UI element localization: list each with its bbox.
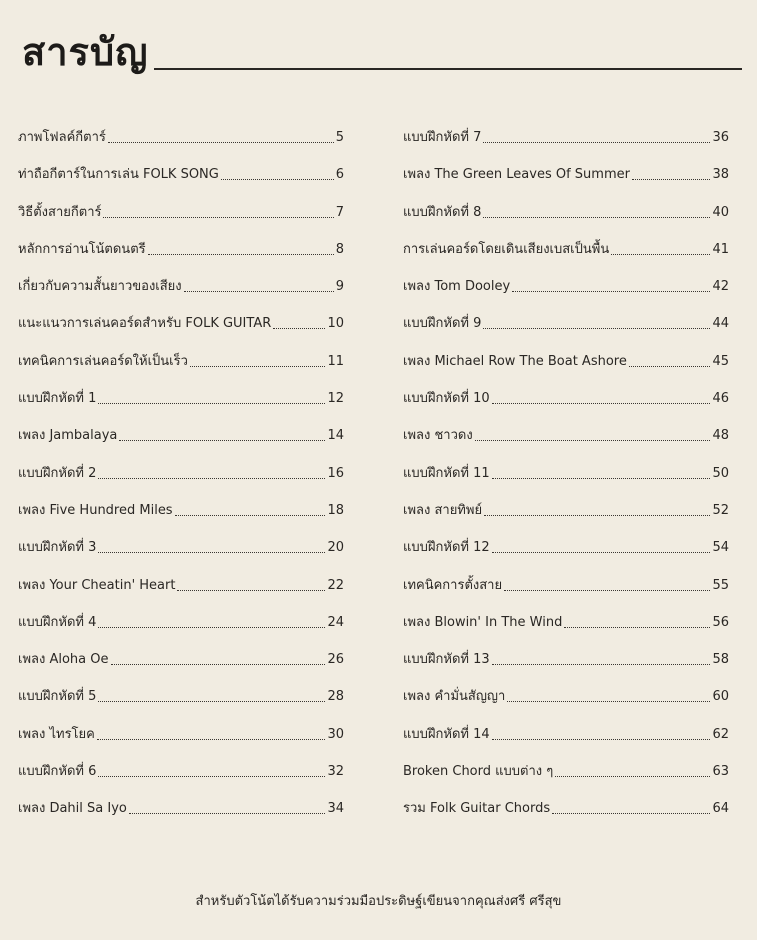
toc-entry-page: 28	[327, 689, 344, 705]
dot-leader	[190, 366, 326, 367]
dot-leader	[483, 328, 710, 329]
toc-entry-page: 56	[712, 614, 729, 630]
toc-entry	[403, 128, 729, 146]
dot-leader	[103, 217, 333, 218]
toc-entry	[403, 762, 729, 780]
dot-leader	[108, 142, 334, 143]
dot-leader	[177, 590, 325, 591]
toc-entry	[18, 426, 344, 444]
toc-entry	[403, 687, 729, 705]
toc-entry	[18, 762, 344, 780]
toc-entry-label: แนะแนวการเล่นคอร์ดสำหรับ FOLK GUITAR	[18, 316, 272, 332]
dot-leader	[492, 664, 711, 665]
dot-leader	[611, 254, 710, 255]
toc-entry-page: 63	[712, 764, 729, 780]
toc-entry	[403, 650, 729, 668]
toc-entry	[18, 389, 344, 407]
toc-entry-page: 46	[712, 391, 729, 407]
toc-entry	[18, 128, 344, 146]
page-title: สารบัญ	[22, 30, 149, 74]
dot-leader	[98, 776, 325, 777]
toc-entry-page: 34	[327, 801, 344, 817]
toc-entry-page: 8	[335, 241, 344, 257]
dot-leader	[492, 552, 711, 553]
dot-leader	[98, 627, 325, 628]
toc-entry-page: 62	[712, 726, 729, 742]
toc-entry	[403, 538, 729, 556]
toc-entry	[403, 389, 729, 407]
toc-entry-page: 30	[327, 726, 344, 742]
dot-leader	[555, 776, 710, 777]
toc-entry	[18, 576, 344, 594]
toc-entry-label: แบบฝึกหัดที่ 3	[18, 540, 97, 556]
dot-leader	[273, 328, 325, 329]
toc-entry-label: แบบฝึกหัดที่ 8	[403, 204, 482, 220]
toc-entry	[18, 277, 344, 295]
toc-entry-label: เทคนิคการเล่นคอร์ดให้เป็นเร็ว	[18, 353, 188, 369]
toc-entry-page: 40	[712, 204, 729, 220]
dot-leader	[507, 701, 710, 702]
toc-entry-page: 60	[712, 689, 729, 705]
toc-entry-page: 10	[327, 316, 344, 332]
toc-entry	[18, 687, 344, 705]
toc-entry	[18, 203, 344, 221]
toc-entry-page: 20	[327, 540, 344, 556]
toc-entry-page: 50	[712, 465, 729, 481]
toc-entry-page: 16	[327, 465, 344, 481]
toc-entry-label: เกี่ยวกับความสั้นยาวของเสียง	[18, 279, 182, 295]
toc-entry-label: แบบฝึกหัดที่ 6	[18, 764, 97, 780]
toc-entry-label: แบบฝึกหัดที่ 1	[18, 391, 97, 407]
toc-entry	[18, 613, 344, 631]
dot-leader	[629, 366, 711, 367]
toc-entry	[18, 352, 344, 370]
toc-entry-label: เทคนิคการตั้งสาย	[403, 577, 503, 593]
toc-entry-page: 48	[712, 428, 729, 444]
toc-entry-label: แบบฝึกหัดที่ 9	[403, 316, 482, 332]
dot-leader	[552, 813, 710, 814]
dot-leader	[98, 552, 325, 553]
dot-leader	[504, 590, 710, 591]
toc-entry	[403, 277, 729, 295]
toc-entry-label: แบบฝึกหัดที่ 4	[18, 614, 97, 630]
toc-entry-label: เพลง Michael Row The Boat Ashore	[403, 353, 627, 369]
toc-entry-label: แบบฝึกหัดที่ 11	[403, 465, 490, 481]
toc-entry-label: เพลง Dahil Sa Iyo	[18, 801, 127, 817]
toc-entry-label: เพลง Your Cheatin' Heart	[18, 577, 176, 593]
toc-entry-page: 9	[335, 279, 344, 295]
toc-entry-page: 14	[327, 428, 344, 444]
toc-entry-page: 64	[712, 801, 729, 817]
dot-leader	[564, 627, 710, 628]
toc-entry-page: 6	[335, 167, 344, 183]
toc-entry-page: 58	[712, 652, 729, 668]
dot-leader	[492, 478, 711, 479]
dot-leader	[632, 179, 711, 180]
dot-leader	[484, 515, 710, 516]
toc-entry-page: 38	[712, 167, 729, 183]
toc-entry-label: ภาพโฟลค์กีตาร์	[18, 130, 106, 145]
toc-entry-page: 52	[712, 502, 729, 518]
toc-entry-page: 36	[712, 130, 729, 145]
toc-entry	[403, 576, 729, 594]
toc-entry	[18, 501, 344, 519]
dot-leader	[492, 739, 711, 740]
toc-entry	[403, 613, 729, 631]
toc-entry-page: 41	[712, 241, 729, 257]
toc-entry-label: เพลง ไทรโยค	[18, 726, 95, 742]
toc-entry-label: แบบฝึกหัดที่ 13	[403, 652, 490, 668]
toc-entry-label: เพลง คำมั่นสัญญา	[403, 689, 506, 705]
toc-entry	[403, 464, 729, 482]
toc-column-right	[403, 128, 729, 837]
toc-entry-label: เพลง Five Hundred Miles	[18, 502, 173, 518]
dot-leader	[98, 478, 325, 479]
toc-entry	[18, 240, 344, 258]
dot-leader	[184, 291, 334, 292]
toc-entry	[18, 799, 344, 817]
toc-entry	[18, 165, 344, 183]
toc-entry	[403, 725, 729, 743]
toc-entry	[403, 501, 729, 519]
toc-entry	[403, 352, 729, 370]
dot-leader	[483, 142, 710, 143]
toc-entry-label: แบบฝึกหัดที่ 10	[403, 391, 490, 407]
toc-entry-page: 18	[327, 502, 344, 518]
toc-entry-page: 42	[712, 279, 729, 295]
toc-entry-page: 55	[712, 577, 729, 593]
toc-entry-page: 12	[327, 391, 344, 407]
toc-entry-label: เพลง Tom Dooley	[403, 279, 511, 295]
toc-entry-page: 7	[335, 204, 344, 220]
toc-entry-label: การเล่นคอร์ดโดยเดินเสียงเบสเป็นพื้น	[403, 241, 610, 257]
toc-entry-page: 54	[712, 540, 729, 556]
footer-credit: สำหรับตัวโน้ตได้รับความร่วมมือประดิษฐ์เขียนจากคุณส่งศรี ศรีสุข	[195, 894, 562, 909]
toc-entry-label: แบบฝึกหัดที่ 7	[403, 130, 482, 145]
toc-entry-page: 5	[335, 130, 344, 145]
toc-entry	[18, 538, 344, 556]
toc-entry-page: 32	[327, 764, 344, 780]
dot-leader	[148, 254, 334, 255]
toc-entry-page: 11	[327, 353, 344, 369]
toc-entry-label: แบบฝึกหัดที่ 2	[18, 465, 97, 481]
dot-leader	[97, 739, 326, 740]
toc-entry	[403, 203, 729, 221]
toc-entry-label: แบบฝึกหัดที่ 5	[18, 689, 97, 705]
dot-leader	[111, 664, 326, 665]
dot-leader	[512, 291, 710, 292]
toc-entry	[18, 314, 344, 332]
toc-entry-label: เพลง Blowin' In The Wind	[403, 614, 563, 630]
toc-entry	[403, 799, 729, 817]
dot-leader	[129, 813, 326, 814]
toc-entry	[403, 165, 729, 183]
title-underline	[154, 68, 742, 70]
toc-entry-label: วิธีตั้งสายกีตาร์	[18, 204, 102, 220]
dot-leader	[221, 179, 334, 180]
dot-leader	[98, 701, 325, 702]
toc-entry-label: เพลง สายทิพย์	[403, 502, 483, 518]
toc-entry-page: 45	[712, 353, 729, 369]
toc-entry-label: เพลง ชาวดง	[403, 428, 473, 444]
toc-entry	[18, 725, 344, 743]
dot-leader	[119, 440, 325, 441]
toc-entry-label: แบบฝึกหัดที่ 12	[403, 540, 490, 556]
toc-entry-page: 44	[712, 316, 729, 332]
dot-leader	[492, 403, 711, 404]
toc-entry-label: เพลง The Green Leaves Of Summer	[403, 167, 630, 183]
toc-entry-page: 24	[327, 614, 344, 630]
toc-entry	[403, 314, 729, 332]
dot-leader	[98, 403, 325, 404]
dot-leader	[483, 217, 710, 218]
toc-entry-label: เพลง Jambalaya	[18, 428, 118, 444]
toc-entry-label: เพลง Aloha Oe	[18, 652, 109, 668]
toc-entry-label: รวม Folk Guitar Chords	[403, 801, 551, 817]
toc-entry-label: หลักการอ่านโน้ตดนตรี	[18, 241, 146, 257]
toc-entry-label: ท่าถือกีตาร์ในการเล่น FOLK SONG	[18, 167, 219, 183]
toc-column-left	[18, 128, 344, 837]
dot-leader	[475, 440, 711, 441]
toc-entry	[18, 650, 344, 668]
toc-entry-page: 26	[327, 652, 344, 668]
toc-entry-label: Broken Chord แบบต่าง ๆ	[403, 764, 554, 780]
toc-entry	[403, 426, 729, 444]
toc-entry-label: แบบฝึกหัดที่ 14	[403, 726, 490, 742]
dot-leader	[175, 515, 326, 516]
toc-entry	[18, 464, 344, 482]
toc-entry-page: 22	[327, 577, 344, 593]
toc-header	[22, 30, 742, 80]
toc-entry	[403, 240, 729, 258]
